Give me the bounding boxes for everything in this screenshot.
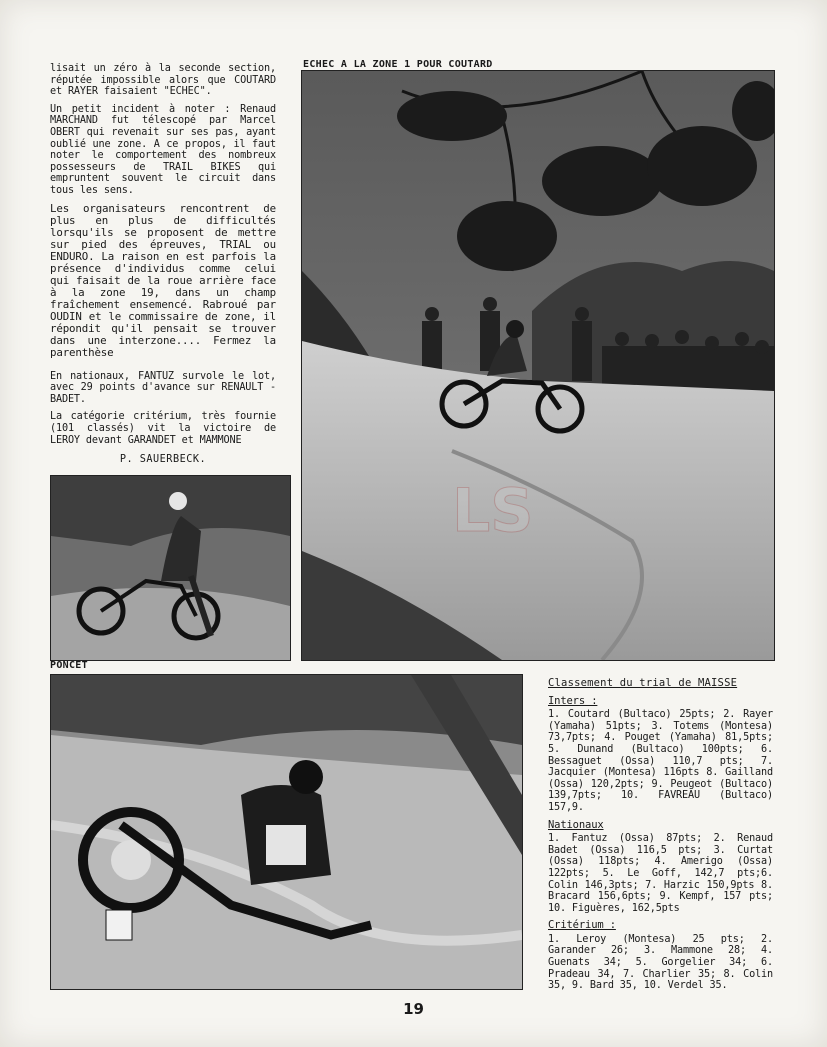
article-left-column	[50, 63, 276, 466]
results-section-heading: Critérium :	[548, 919, 616, 932]
results-column	[548, 678, 773, 998]
top-photo-caption: ECHEC A LA ZONE 1 POUR COUTARD	[303, 59, 493, 70]
article-paragraph: La catégorie critérium, très fournie (101 classés) vit la victoire de LEROY devant GARANDET et MAMMONE	[50, 411, 276, 446]
results-section-text: 1. Coutard (Bultaco) 25pts; 2. Rayer (Yamaha) 51pts; 3. Totems (Montesa) 73,7pts; 4. Pouget (Yamaha) 81,5pts; 5. Dunand (Bultaco) 100pts; 6. Bessaguet (Ossa) 110,7 pts; 7. Jacquier (Montesa) 116pts 8. Gailland (Ossa) 120,2pts; 9. Peugeot (Bultaco) 139,7pts; 10. FAVREAU (Bultaco) 157,9.	[548, 709, 773, 813]
coutard-zone-photo-art	[302, 71, 774, 660]
results-section-text: 1. Leroy (Montesa) 25 pts; 2. Garander 26; 3. Mammone 28; 4. Guenats 34; 5. Gorgelier 34; 6. Pradeau 34, 7. Charlier 35; 8. Colin 35, 9. Bard 35, 10. Verdel 35.	[548, 933, 773, 992]
article-paragraph: Un petit incident à noter : Renaud MARCHAND fut télescopé par Marcel OBERT qui revenait sur ses pas, ayant oublié une zone. A ce propos, il faut noter le comportement des nombreux possesseurs de TRAIL BIKES qui empruntent souvent le circuit dans tous les sens.	[50, 103, 276, 196]
poncet-photo	[50, 475, 291, 661]
article-paragraph: Les organisateurs rencontrent de plus en plus de difficultés lorsqu'ils se proposent de mettre sur pied des épreuves, TRIAL ou ENDURO. La raison en est parfois la présence d'individus comme celui qui faisait de la roue arrière face à la zone 19, dans un champ fraîchement ensemencé. Rabroué par OUDIN et le commissaire de zone, il répondit qu'il pensait se trouver dans une interzone.... Fermez la parenthèse	[50, 201, 276, 359]
coutard-zone-photo	[301, 70, 775, 661]
article-paragraph: En nationaux, FANTUZ survole le lot, avec 29 points d'avance sur RENAULT - BADET.	[50, 370, 276, 405]
poncet-photo-art	[51, 476, 290, 660]
svg-text:LS: LS	[452, 476, 534, 546]
water-crossing-photo-art	[51, 675, 522, 989]
author-signature: P. SAUERBECK.	[119, 454, 207, 466]
water-crossing-photo	[50, 674, 523, 990]
results-title: Classement du trial de MAISSE	[548, 677, 738, 689]
small-photo-caption: PONCET	[50, 660, 88, 671]
results-section-heading: Inters :	[548, 694, 598, 707]
results-section-text: 1. Fantuz (Ossa) 87pts; 2. Renaud Badet (Ossa) 116,5 pts; 3. Curtat (Ossa) 118pts; 4. Amerigo (Ossa) 122pts; 5. Le Goff, 142,7 pts;6. Colin 146,3pts; 7. Harzic 150,9pts 8. Bracard 156,6pts; 9. Kempf, 157 pts; 10. Figuères, 162,5pts	[548, 833, 773, 914]
article-paragraph: lisait un zéro à la seconde section, réputée impossible alors que COUTARD et RAYER faisaient "ECHEC".	[50, 63, 276, 98]
page-number: 19	[403, 1000, 424, 1018]
results-section-heading: Nationaux	[548, 818, 604, 831]
